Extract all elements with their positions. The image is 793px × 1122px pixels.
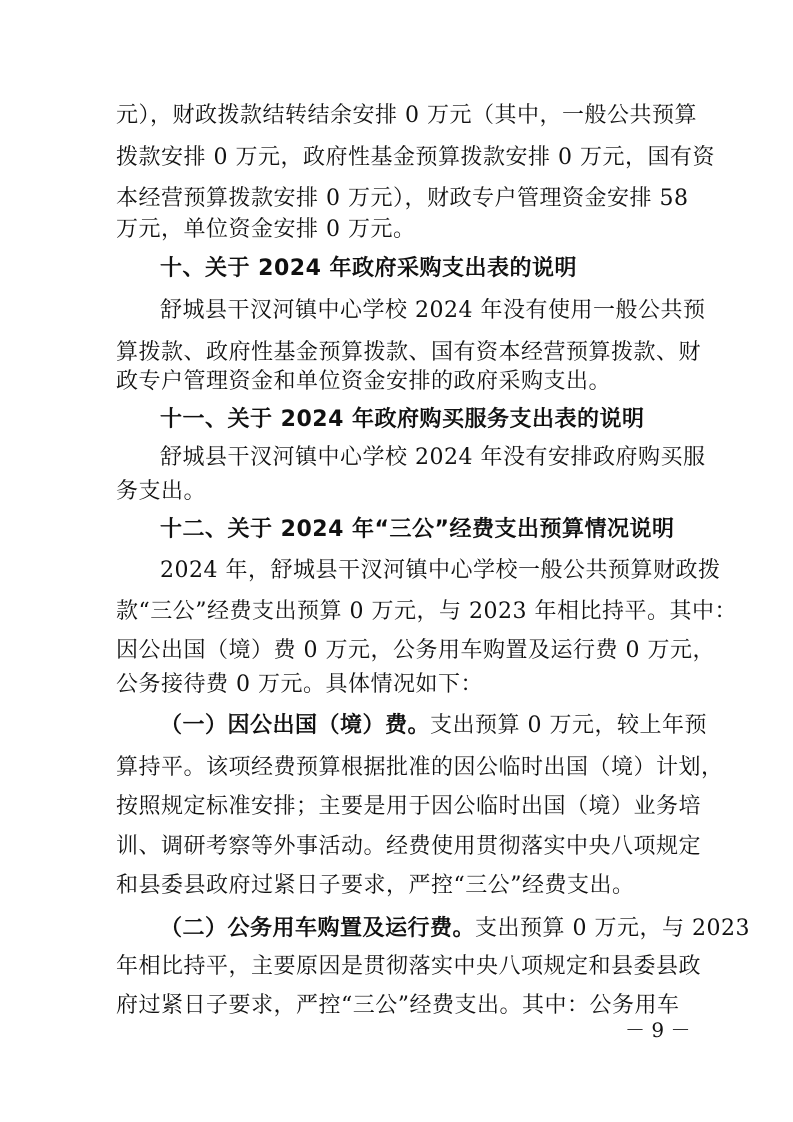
body-line: 政专户管理资金和单位资金安排的政府采购支出。 [116,369,612,394]
body-line: 舒城县干汊河镇中心学校 2024 年没有使用一般公共预 [160,298,706,323]
body-line: 款“三公”经费支出预算 0 万元，与 2023 年相比持平。其中： [116,599,737,624]
subsection-heading-1: （一）因公出国（境）费。 [160,713,431,738]
body-line: 公务接待费 0 万元。具体情况如下： [116,672,483,697]
body-line: 舒城县干汊河镇中心学校 2024 年没有安排政府购买服 [160,445,706,470]
body-text: 支出预算 0 万元，较上年预 [430,713,707,738]
page-number: － 9 － [625,1018,691,1042]
body-line: 和县委县政府过紧日子要求，严控“三公”经费支出。 [116,873,635,898]
body-line: 府过紧日子要求，严控“三公”经费支出。其中：公务用车 [116,993,680,1018]
body-line: 拨款安排 0 万元，政府性基金预算拨款安排 0 万元，国有资 [116,145,715,170]
body-line: 务支出。 [116,479,207,504]
subsection-paragraph-1 [160,711,707,741]
body-line: 因公出国（境）费 0 万元，公务用车购置及运行费 0 万元， [116,638,715,663]
subsection-paragraph-2 [160,914,750,944]
body-text: 支出预算 0 万元，与 2023 [475,916,750,941]
subsection-heading-2: （二）公务用车购置及运行费。 [160,916,476,941]
body-line: 万元，单位资金安排 0 万元。 [116,217,416,242]
section-heading-11: 十一、关于 2024 年政府购买服务支出表的说明 [160,407,645,432]
body-line: 训、调研考察等外事活动。经费使用贯彻落实中央八项规定 [116,834,702,859]
body-line: 按照规定标准安排；主要是用于因公临时出国（境）业务培 [116,794,702,819]
body-line: 元），财政拨款结转结余安排 0 万元（其中，一般公共预算 [116,103,697,128]
section-heading-10: 十、关于 2024 年政府采购支出表的说明 [160,256,578,281]
body-line: 本经营预算拨款安排 0 万元），财政专户管理资金安排 58 [116,186,689,211]
section-heading-12: 十二、关于 2024 年“三公”经费支出预算情况说明 [160,517,675,542]
body-line: 算拨款、政府性基金预算拨款、国有资本经营预算拨款、财 [116,340,702,365]
body-line: 2024 年，舒城县干汊河镇中心学校一般公共预算财政拨 [160,558,721,583]
body-line: 算持平。该项经费预算根据批准的因公临时出国（境）计划， [116,755,724,780]
body-line: 年相比持平，主要原因是贯彻落实中央八项规定和县委县政 [116,954,702,979]
